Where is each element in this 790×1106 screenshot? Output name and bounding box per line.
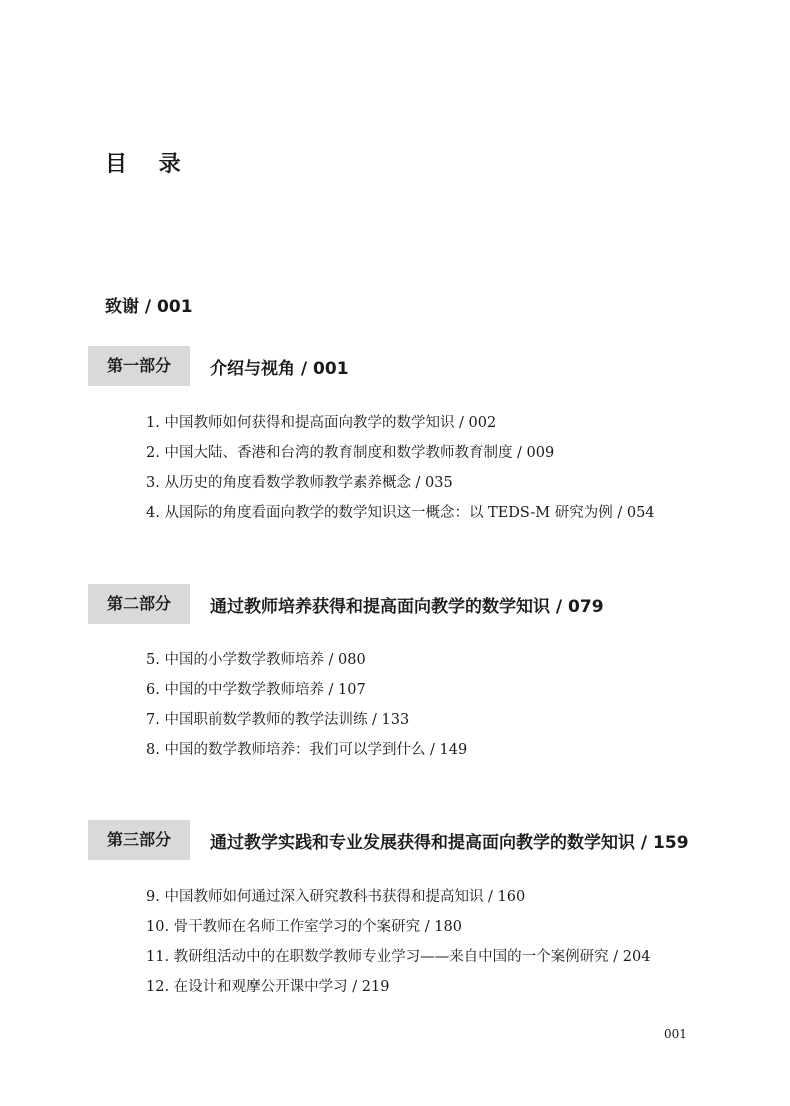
part-2-chapter-list (146, 645, 467, 765)
part-1-chapter-list (146, 408, 655, 528)
chapter-entry-4[interactable]: 4. 从国际的角度看面向教学的数学知识这一概念：以 TEDS-M 研究为例 / 054 (146, 505, 655, 521)
part-3-label: 第三部分 (88, 820, 190, 860)
part-3-chapter-list (146, 882, 650, 1002)
chapter-entry-2[interactable]: 2. 中国大陆、香港和台湾的教育制度和数学教师教育制度 / 009 (146, 445, 555, 461)
chapter-entry-6[interactable]: 6. 中国的中学数学教师培养 / 107 (146, 682, 366, 698)
chapter-entry-12[interactable]: 12. 在设计和观摩公开课中学习 / 219 (146, 979, 390, 995)
part-1-title[interactable]: 介绍与视角 / 001 (210, 358, 349, 379)
chapter-entry-8[interactable]: 8. 中国的数学教师培养：我们可以学到什么 / 149 (146, 742, 468, 758)
chapter-entry-7[interactable]: 7. 中国职前数学教师的教学法训练 / 133 (146, 712, 410, 728)
part-2-title[interactable]: 通过教师培养获得和提高面向教学的数学知识 / 079 (210, 596, 604, 617)
part-2-header (88, 584, 604, 624)
part-3-header (88, 820, 689, 860)
chapter-entry-5[interactable]: 5. 中国的小学数学教师培养 / 080 (146, 652, 366, 668)
page-number: 001 (664, 1027, 687, 1041)
page-title: 目 录 (105, 152, 193, 177)
part-2-label: 第二部分 (88, 584, 190, 624)
part-1-label: 第一部分 (88, 346, 190, 386)
part-3-title[interactable]: 通过教学实践和专业发展获得和提高面向教学的数学知识 / 159 (210, 832, 689, 853)
chapter-entry-9[interactable]: 9. 中国教师如何通过深入研究教科书获得和提高知识 / 160 (146, 889, 526, 905)
chapter-entry-3[interactable]: 3. 从历史的角度看数学教师教学素养概念 / 035 (146, 475, 453, 491)
acknowledgement-entry[interactable]: 致谢 / 001 (105, 297, 193, 317)
chapter-entry-1[interactable]: 1. 中国教师如何获得和提高面向教学的数学知识 / 002 (146, 415, 497, 431)
part-1-header (88, 346, 349, 386)
chapter-entry-11[interactable]: 11. 教研组活动中的在职数学教师专业学习——来自中国的一个案例研究 / 204 (146, 949, 651, 965)
chapter-entry-10[interactable]: 10. 骨干教师在名师工作室学习的个案研究 / 180 (146, 919, 462, 935)
